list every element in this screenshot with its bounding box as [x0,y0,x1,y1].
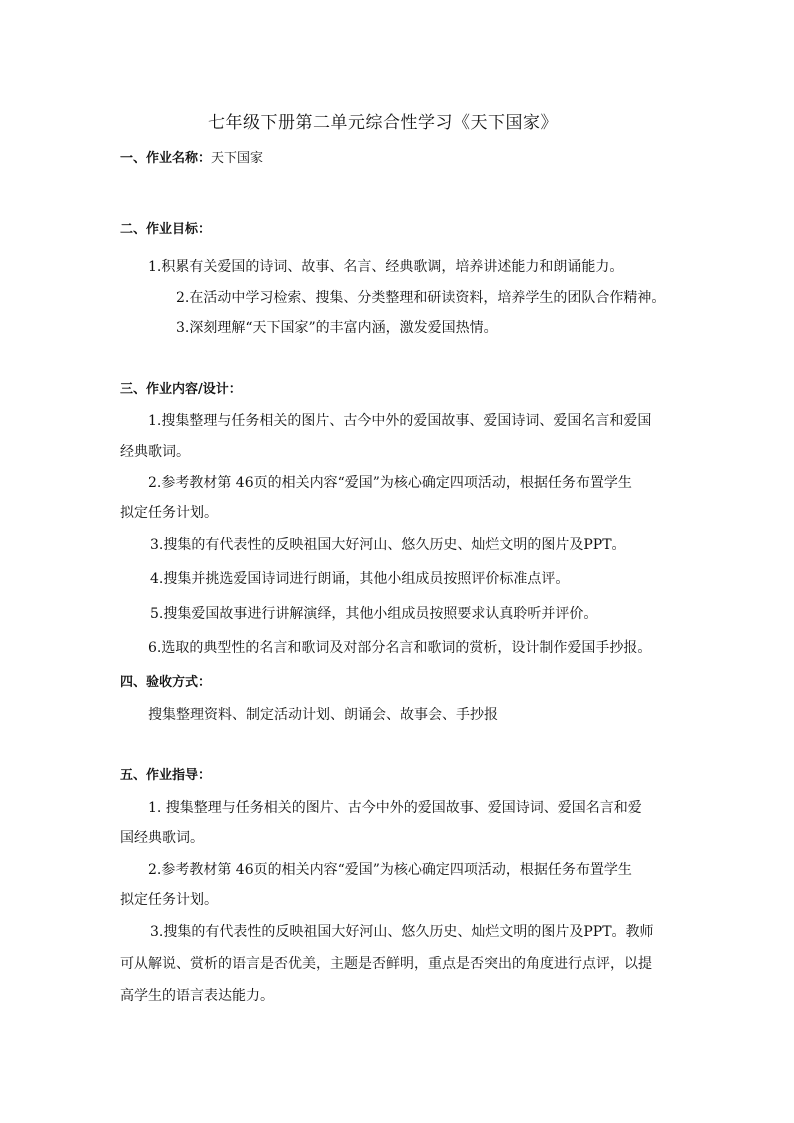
section-5-heading: 五、作业指导： [120,768,212,783]
section-3-item-2-line-1: 2.参考教材第 46页的相关内容“爱国”为核心确定四项活动，根据任务布置学生 [148,475,632,491]
section-4-heading: 四、验收方式： [120,675,212,690]
section-5-item-2-line-1: 2.参考教材第 46页的相关内容“爱国”为核心确定四项活动，根据任务布置学生 [148,862,632,878]
section-3-item-6: 6.选取的典型性的名言和歌词及对部分名言和歌词的赏析，设计制作爱国手抄报。 [148,640,652,656]
section-5-item-3-line-1: 3.搜集的有代表性的反映祖国大好河山、悠久历史、灿烂文明的图片及PPT。教师 [150,924,654,940]
section-3-item-1-line-2: 经典歌词。 [120,444,190,460]
section-2-item-1: 1.积累有关爱国的诗词、故事、名言、经典歌调，培养讲述能力和朗诵能力。 [148,259,624,275]
section-3-item-4: 4.搜集并挑选爱国诗词进行朗诵，其他小组成员按照评价标准点评。 [150,571,570,587]
section-3-item-2-line-2: 拟定任务计划。 [120,505,218,521]
section-3-item-3: 3.搜集的有代表性的反映祖国大好河山、悠久历史、灿烂文明的图片及PPT。 [150,537,626,553]
section-1 [120,148,263,169]
document-title: 七年级下册第二单元综合性学习《天下国家》 [208,113,558,133]
section-5-item-3-line-2: 可从解说、赏析的语言是否优美，主题是否鲜明，重点是否突出的角度进行点评，以提 [120,956,652,972]
section-3-item-1-line-1: 1.搜集整理与任务相关的图片、古今中外的爱国故事、爱国诗词、爱国名言和爱国 [148,413,652,429]
section-2-item-2: 2.在活动中学习检索、搜集、分类整理和研读资料，培养学生的团队合作精神。 [176,290,666,306]
section-3-item-5: 5.搜集爱国故事进行讲解演绎，其他小组成员按照要求认真聆听并评价。 [150,606,598,622]
section-5-item-2-line-2: 拟定任务计划。 [120,892,218,908]
section-5-item-1-line-1: 1. 搜集整理与任务相关的图片、古今中外的爱国故事、爱国诗词、爱国名言和爱 [148,800,642,816]
section-1-value: 天下国家 [211,151,264,166]
section-1-heading: 一、作业名称： [120,151,212,166]
section-5-item-1-line-2: 国经典歌词。 [120,830,204,846]
section-2-item-3: 3.深刻理解“天下国家”的丰富内涵，激发爱国热情。 [176,320,498,336]
section-4-content: 搜集整理资料、制定活动计划、朗诵会、故事会、手抄报 [148,707,498,723]
section-3-heading: 三、作业内容/设计： [120,382,242,397]
section-5-item-3-line-3: 高学生的语言表达能力。 [120,988,274,1004]
section-2-heading: 二、作业目标： [120,222,212,237]
